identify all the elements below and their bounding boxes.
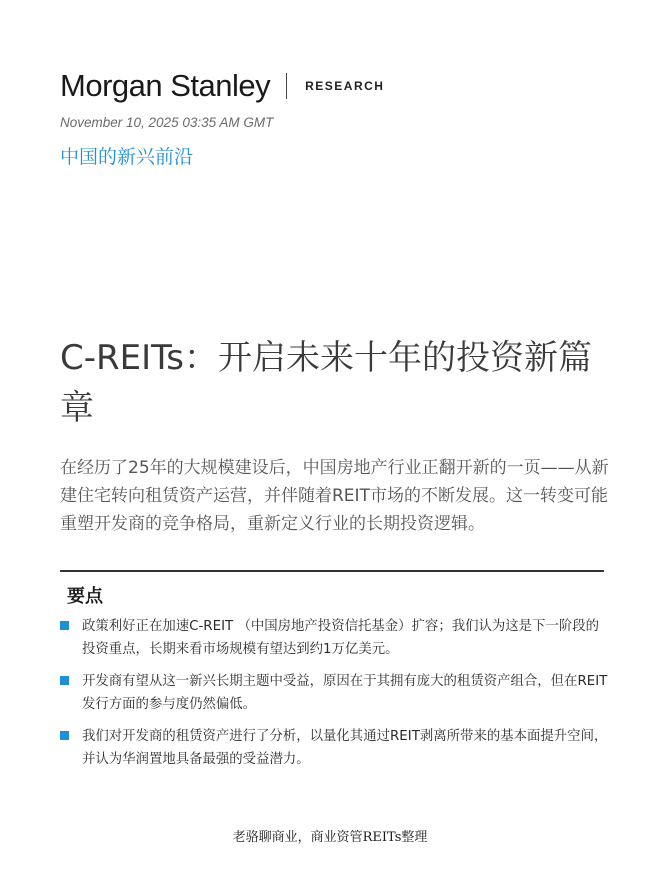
report-header <box>60 68 384 104</box>
bullet-square-icon <box>60 621 69 630</box>
section-divider <box>60 570 604 572</box>
key-point-item <box>60 670 610 716</box>
section-label: RESEARCH <box>305 79 385 93</box>
key-point-text: 开发商有望从这一新兴长期主题中受益，原因在于其拥有庞大的租赁资产组合，但在REIT发行方面的参与度仍然偏低。 <box>82 674 608 712</box>
key-point-item <box>60 725 610 771</box>
publish-date: November 10, 2025 03:35 AM GMT <box>60 115 274 130</box>
header-divider <box>286 73 287 99</box>
report-title: C-REITs：开启未来十年的投资新篇章 <box>60 338 592 428</box>
key-point-text: 我们对开发商的租赁资产进行了分析，以量化其通过REIT剥离所带来的基本面提升空间，并认为华润置地具备最强的受益潜力。 <box>82 729 608 767</box>
report-intro: 在经历了25年的大规模建设后，中国房地产行业正翻开新的一页——从新建住宅转向租赁资产运营，并伴随着REIT市场的不断发展。这一转变可能重塑开发商的竞争格局，重新定义行业的长期投资逻辑。 <box>60 458 609 534</box>
key-points-list <box>60 615 610 780</box>
series-title: 中国的新兴前沿 <box>60 146 194 168</box>
key-point-text: 政策利好正在加速C-REIT （中国房地产投资信托基金）扩容；我们认为这是下一阶段的投资重点，长期来看市场规模有望达到约1万亿美元。 <box>82 619 600 657</box>
footer-credit: 老骆聊商业，商业资管REITs整理 <box>232 830 428 845</box>
key-points-heading: 要点 <box>67 586 103 607</box>
bullet-square-icon <box>60 731 69 740</box>
bullet-square-icon <box>60 676 69 685</box>
brand-logo: Morgan Stanley <box>60 68 271 103</box>
key-point-item <box>60 615 610 661</box>
